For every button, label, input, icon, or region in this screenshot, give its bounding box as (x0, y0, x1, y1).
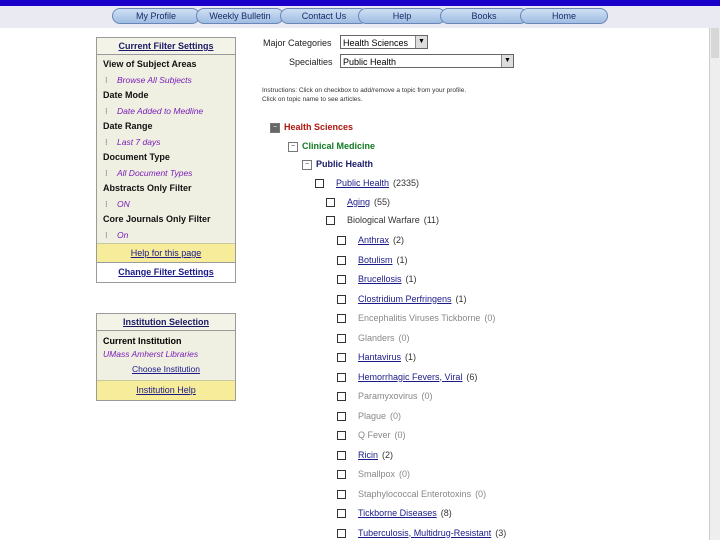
topic-count: (0) (390, 410, 402, 421)
topic-name: Q Fever (358, 430, 391, 440)
topic-name: Glanders (358, 332, 395, 343)
topic-name: Encephalitis Viruses Tickborne (358, 313, 481, 323)
major-categories-select[interactable] (340, 35, 428, 49)
topic-checkbox[interactable] (337, 470, 346, 479)
help-for-page-link[interactable]: Help for this page (97, 243, 235, 262)
institution-panel-title: Institution Selection (97, 314, 235, 331)
topic-count: (2335) (393, 178, 420, 188)
filter-label-subject-areas: View of Subject Areas (103, 59, 197, 69)
topic-count: (1) (405, 352, 417, 362)
change-filter-settings-link[interactable]: Change Filter Settings (97, 262, 235, 282)
node-label: Clinical Medicine (302, 141, 376, 151)
topic-row (337, 487, 486, 501)
topic-row (337, 233, 404, 247)
topic-link[interactable]: Tickborne Diseases (358, 508, 437, 518)
topic-name: Smallpox (358, 469, 396, 479)
topic-count: (0) (475, 488, 487, 499)
topic-link[interactable]: Tuberculosis, Multidrug-Resistant (358, 527, 492, 538)
filter-value-text: All Document Types (117, 168, 193, 178)
chevron-down-icon[interactable]: ▼ (501, 55, 513, 67)
topic-count: (3) (495, 527, 507, 538)
node-label: Public Health (316, 159, 374, 169)
filter-label-date-range: Date Range (103, 121, 153, 131)
topic-row (337, 428, 406, 442)
major-categories-label: Major Categories (263, 38, 332, 48)
topic-name: Staphylococcal Enterotoxins (358, 488, 472, 499)
topic-checkbox[interactable] (337, 314, 346, 323)
filter-value-date-range[interactable] (103, 134, 231, 150)
specialties-label: Specialties (289, 57, 333, 67)
topic-checkbox[interactable] (337, 529, 346, 538)
node-label: Health Sciences (284, 122, 354, 132)
filter-value-core-journals[interactable] (103, 227, 231, 243)
institution-panel (96, 313, 236, 401)
collapse-icon[interactable]: − (288, 142, 298, 152)
tree-node-clinical-medicine[interactable] (288, 139, 375, 153)
filter-label-document-type: Document Type (103, 152, 170, 162)
topic-checkbox[interactable] (315, 179, 324, 188)
filter-value-subject-areas[interactable] (103, 72, 231, 88)
topic-row (337, 467, 410, 481)
institution-help-link[interactable]: Institution Help (97, 380, 235, 400)
topic-link[interactable]: Clostridium Perfringens (358, 293, 452, 304)
topic-row-biological-warfare (326, 213, 439, 227)
topic-link[interactable]: Botulism (358, 254, 393, 265)
topic-link[interactable]: Ricin (358, 449, 379, 460)
topic-count: (6) (466, 371, 478, 382)
institution-body (97, 331, 235, 377)
tree-node-public-health-group[interactable] (302, 157, 373, 171)
topic-count: (8) (440, 508, 452, 518)
tab-help[interactable]: Help (358, 8, 446, 24)
topic-link[interactable]: Hantavirus (358, 352, 402, 362)
topic-checkbox[interactable] (337, 236, 346, 245)
topic-link[interactable]: Aging (347, 197, 371, 207)
tree-branch-icon: ⁝ (105, 168, 108, 178)
topic-row (337, 506, 452, 520)
filter-value-date-mode[interactable] (103, 103, 231, 119)
tab-home[interactable]: Home (520, 8, 608, 24)
topic-count: (0) (394, 430, 406, 440)
collapse-icon[interactable]: − (302, 160, 312, 170)
topic-count: (0) (421, 391, 433, 401)
tree-branch-icon: ⁝ (105, 106, 108, 116)
topic-row (337, 370, 477, 384)
tree-branch-icon: ⁝ (105, 75, 108, 85)
topic-checkbox[interactable] (337, 353, 346, 362)
nav-bar (0, 6, 720, 28)
filter-panel-title: Current Filter Settings (97, 38, 235, 55)
filter-settings-panel (96, 37, 236, 283)
filter-value-text: ON (117, 199, 130, 209)
topic-count: (11) (423, 215, 440, 225)
instructions-line-1: Instructions: Click on checkbox to add/remove a topic from your profile. (262, 87, 467, 94)
major-categories-value: Health Sciences (343, 38, 409, 48)
tab-contact-us[interactable]: Contact Us (280, 8, 368, 24)
filter-label-abstracts-only: Abstracts Only Filter (103, 183, 192, 193)
filter-label-date-mode: Date Mode (103, 90, 149, 100)
topic-name: Plague (358, 410, 387, 421)
topic-link[interactable]: Brucellosis (358, 274, 402, 284)
topic-checkbox[interactable] (337, 392, 346, 401)
topic-count: (55) (374, 197, 391, 207)
tab-my-profile[interactable]: My Profile (112, 8, 200, 24)
topic-row (337, 389, 433, 403)
filter-value-text: Last 7 days (117, 137, 161, 147)
topic-checkbox[interactable] (337, 490, 346, 499)
topic-row (337, 526, 506, 540)
topic-link[interactable]: Hemorrhagic Fevers, Viral (358, 371, 463, 382)
specialties-value: Public Health (343, 57, 397, 67)
instructions-text (262, 86, 522, 104)
filter-value-text: Browse All Subjects (117, 75, 192, 85)
topic-checkbox[interactable] (337, 275, 346, 284)
topic-count: (1) (396, 254, 408, 265)
topic-row-public-health (315, 176, 419, 190)
topic-checkbox[interactable] (337, 295, 346, 304)
filter-label-core-journals: Core Journals Only Filter (103, 214, 211, 224)
topic-count: (0) (398, 332, 410, 343)
topic-row (337, 350, 416, 364)
tree-branch-icon: ⁝ (105, 199, 108, 209)
choose-institution-link[interactable]: Choose Institution (131, 364, 201, 374)
topic-name: Biological Warfare (347, 215, 420, 225)
topic-row-aging (326, 195, 390, 209)
topic-checkbox[interactable] (337, 256, 346, 265)
specialties-select[interactable] (340, 54, 514, 68)
current-institution-value: UMass Amherst Libraries (103, 349, 199, 359)
tab-books[interactable]: Books (440, 8, 528, 24)
topic-name: Paramyxovirus (358, 391, 418, 401)
tree-branch-icon: ⁝ (105, 230, 108, 240)
instructions-line-2: Click on topic name to see articles. (262, 96, 363, 103)
topic-count: (2) (382, 449, 394, 460)
topic-checkbox[interactable] (337, 431, 346, 440)
topic-row (337, 253, 408, 267)
topic-checkbox[interactable] (337, 334, 346, 343)
chevron-down-icon[interactable]: ▼ (415, 36, 427, 48)
filter-list (97, 55, 235, 243)
tree-branch-icon: ⁝ (105, 137, 108, 147)
topic-row (337, 272, 417, 286)
topic-row (337, 292, 467, 306)
topic-checkbox[interactable] (326, 198, 335, 207)
filter-value-abstracts-only[interactable] (103, 196, 231, 212)
topic-link[interactable]: Public Health (336, 178, 390, 188)
topic-count: (1) (405, 274, 417, 284)
collapse-icon[interactable]: − (270, 123, 280, 133)
tree-node-health-sciences[interactable] (270, 120, 353, 134)
topic-count: (0) (484, 313, 496, 323)
topic-link[interactable]: Anthrax (358, 235, 390, 245)
filter-value-text: On (117, 230, 129, 240)
topic-checkbox[interactable] (337, 412, 346, 421)
topic-checkbox[interactable] (337, 509, 346, 518)
current-institution-label: Current Institution (103, 336, 182, 346)
scrollbar-thumb[interactable] (711, 28, 719, 58)
topic-count: (1) (455, 293, 467, 304)
filter-value-text: Date Added to Medline (117, 106, 204, 116)
topic-row (337, 331, 410, 345)
topic-checkbox[interactable] (337, 373, 346, 382)
topic-row (337, 448, 393, 462)
filter-value-document-type[interactable] (103, 165, 231, 181)
topic-checkbox[interactable] (337, 451, 346, 460)
topic-row (337, 311, 495, 325)
topic-row (337, 409, 401, 423)
topic-count: (0) (399, 469, 411, 479)
topic-checkbox[interactable] (326, 216, 335, 225)
tab-weekly-bulletin[interactable]: Weekly Bulletin (196, 8, 284, 24)
topic-count: (2) (393, 235, 405, 245)
vertical-scrollbar[interactable] (709, 28, 720, 540)
